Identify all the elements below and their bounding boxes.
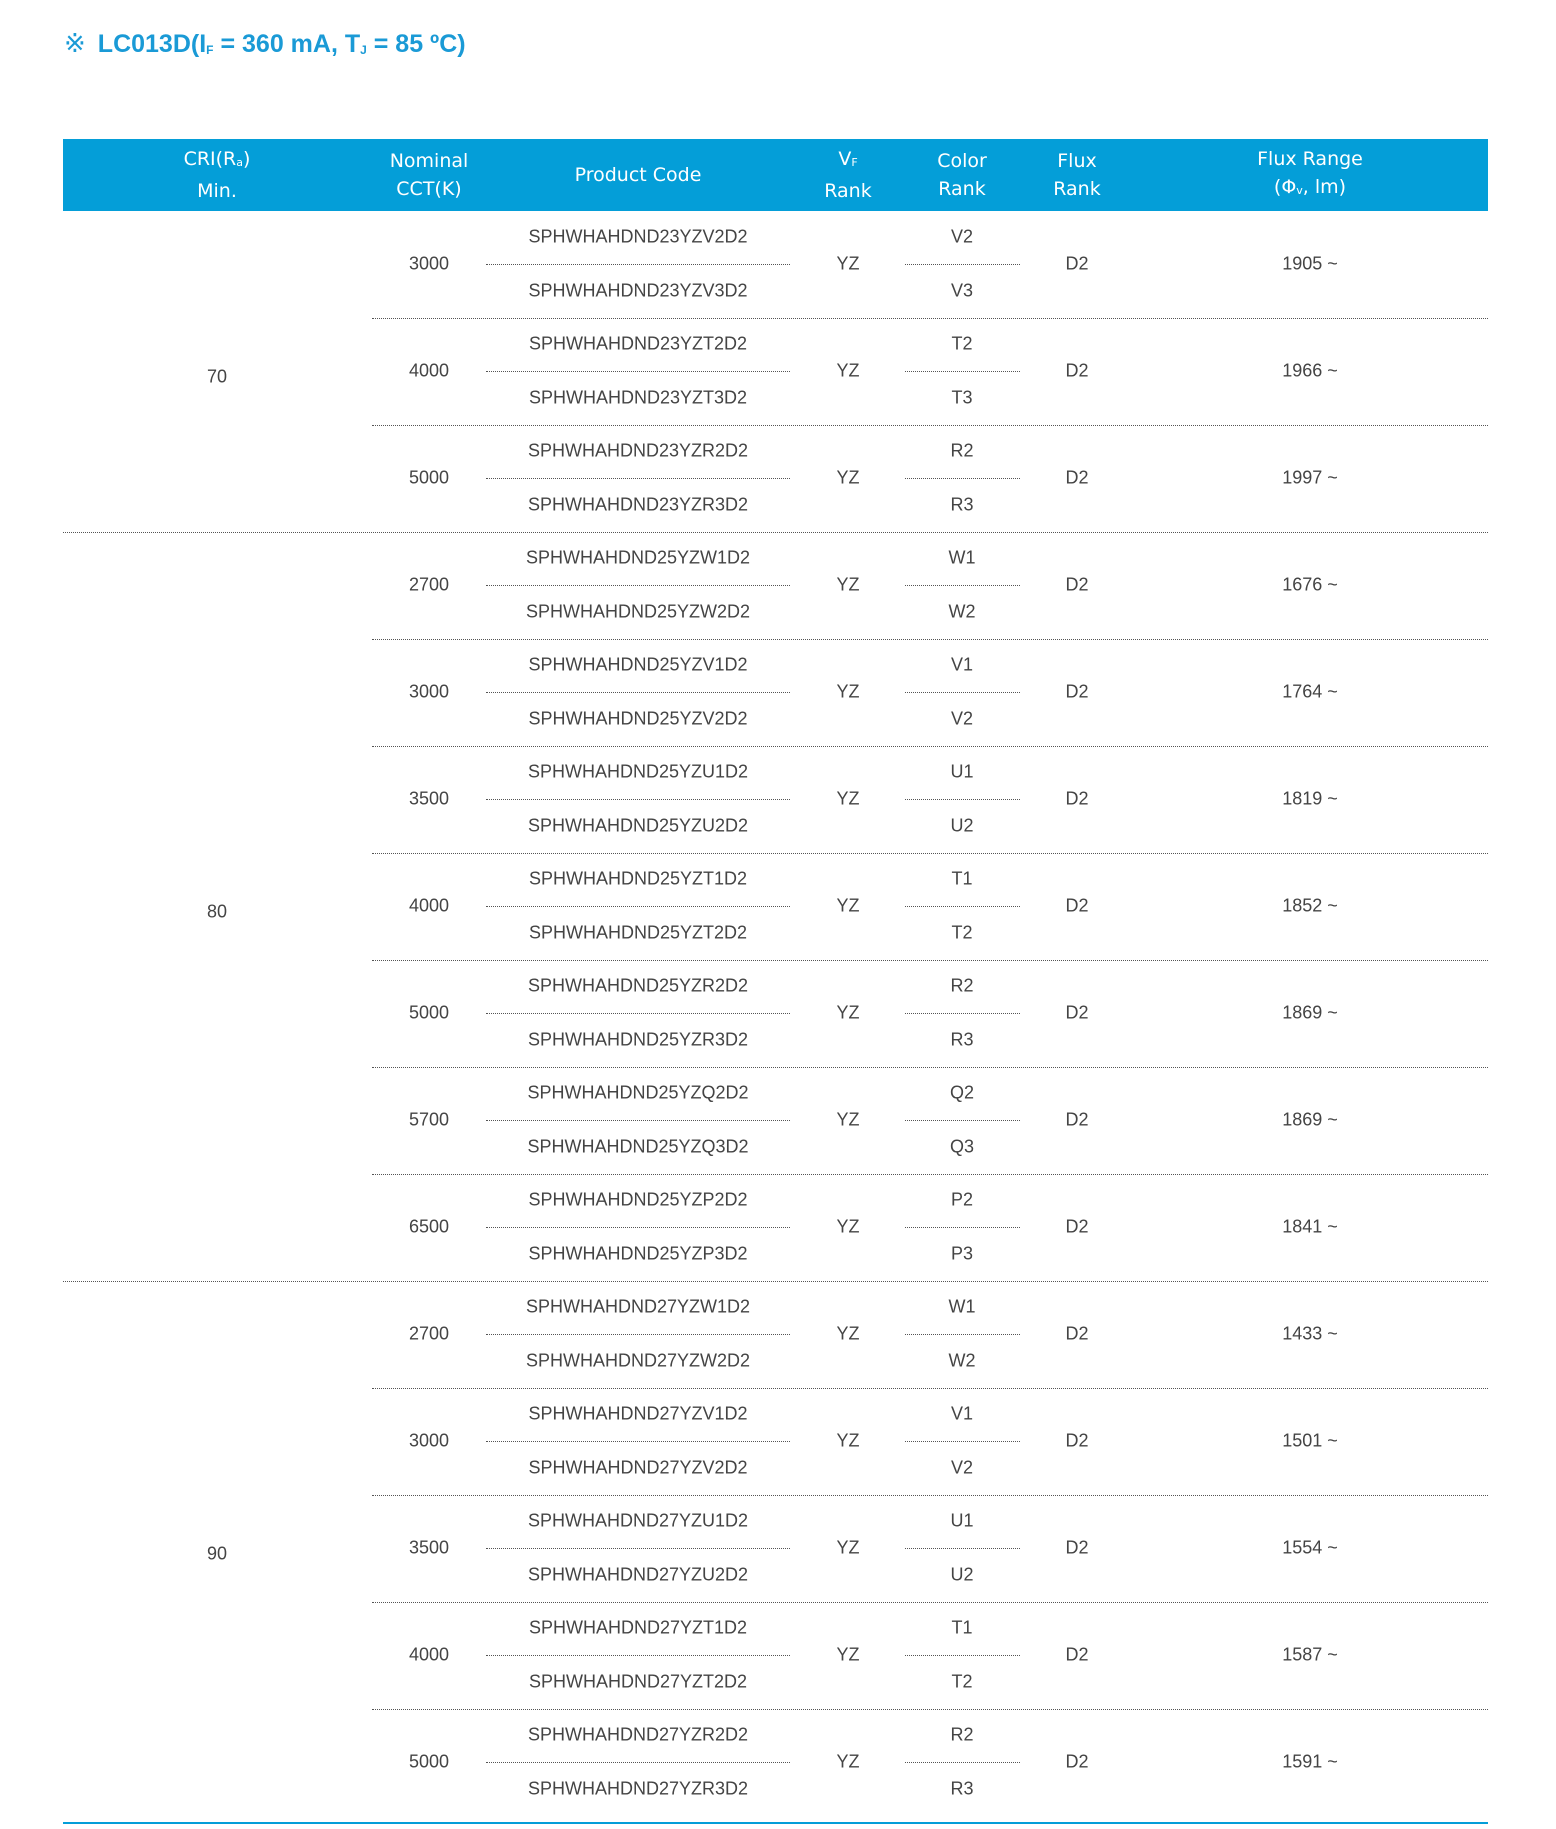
code-divider [486, 478, 790, 479]
product-code: SPHWHAHDND25YZW2D2 [525, 601, 751, 622]
color-rank-value: W1 [948, 547, 976, 568]
product-code: SPHWHAHDND27YZW1D2 [525, 1296, 751, 1317]
product-code: SPHWHAHDND25YZQ3D2 [527, 1136, 749, 1157]
color-rank-value: Q2 [949, 1082, 975, 1103]
product-code: SPHWHAHDND23YZR2D2 [527, 440, 749, 461]
flux-rank-value: D2 [1065, 467, 1089, 488]
flux-range-value: 1764 ~ [1282, 681, 1338, 702]
product-code: SPHWHAHDND27YZV1D2 [528, 1403, 748, 1424]
row-divider [372, 1709, 1488, 1710]
header-flux-range: Flux Range ($\Phi_v$, lm) [1257, 148, 1363, 198]
code-divider [486, 1655, 790, 1656]
code-divider [486, 1013, 790, 1014]
cct-value: 5000 [408, 1751, 450, 1772]
flux-rank-value: D2 [1065, 1216, 1089, 1237]
header-cct: Nominal CCT(K) [389, 150, 469, 200]
flux-rank-value: D2 [1065, 253, 1089, 274]
code-divider [486, 1227, 790, 1228]
row-divider [372, 960, 1488, 961]
product-code: SPHWHAHDND23YZT2D2 [528, 333, 748, 354]
color-rank-value: P3 [950, 1243, 974, 1264]
cct-value: 3500 [408, 788, 450, 809]
color-divider [905, 585, 1020, 586]
row-divider [372, 639, 1488, 640]
row-divider [372, 1174, 1488, 1175]
color-rank-value: U1 [950, 1510, 974, 1531]
header-flux-rank: Flux Rank [1053, 150, 1101, 200]
color-rank-value: T2 [951, 333, 973, 354]
row-divider [372, 1067, 1488, 1068]
color-divider [905, 692, 1020, 693]
cct-value: 3000 [408, 253, 450, 274]
product-code: SPHWHAHDND25YZP2D2 [528, 1189, 748, 1210]
code-divider [486, 371, 790, 372]
flux-range-value: 1433 ~ [1282, 1323, 1338, 1344]
product-code: SPHWHAHDND23YZT3D2 [528, 387, 748, 408]
vf-rank-value: YZ [836, 1430, 860, 1451]
row-divider [372, 318, 1488, 319]
color-rank-value: T1 [951, 868, 973, 889]
product-code: SPHWHAHDND27YZU2D2 [527, 1564, 749, 1585]
flux-range-value: 1501 ~ [1282, 1430, 1338, 1451]
flux-rank-value: D2 [1065, 1751, 1089, 1772]
row-divider [372, 1602, 1488, 1603]
color-rank-value: U1 [950, 761, 974, 782]
color-rank-value: V1 [950, 1403, 974, 1424]
color-rank-value: W2 [948, 1350, 976, 1371]
vf-rank-value: YZ [836, 1751, 860, 1772]
row-divider [372, 1495, 1488, 1496]
flux-rank-value: D2 [1065, 681, 1089, 702]
color-rank-value: V3 [950, 280, 974, 301]
cct-value: 4000 [408, 895, 450, 916]
cct-value: 5000 [408, 467, 450, 488]
color-rank-value: P2 [950, 1189, 974, 1210]
code-divider [486, 1548, 790, 1549]
code-divider [486, 799, 790, 800]
header-vf-rank: $V_F$ Rank [824, 148, 872, 202]
vf-rank-value: YZ [836, 681, 860, 702]
color-divider [905, 1227, 1020, 1228]
product-code: SPHWHAHDND25YZU1D2 [527, 761, 749, 782]
vf-rank-value: YZ [836, 1216, 860, 1237]
product-code: SPHWHAHDND25YZT1D2 [528, 868, 748, 889]
flux-range-value: 1966 ~ [1282, 360, 1338, 381]
color-divider [905, 1013, 1020, 1014]
flux-rank-value: D2 [1065, 1537, 1089, 1558]
color-divider [905, 371, 1020, 372]
product-code: SPHWHAHDND25YZV2D2 [528, 708, 748, 729]
product-code: SPHWHAHDND25YZR2D2 [527, 975, 749, 996]
product-code: SPHWHAHDND25YZR3D2 [527, 1029, 749, 1050]
color-divider [905, 264, 1020, 265]
product-code: SPHWHAHDND25YZQ2D2 [527, 1082, 749, 1103]
vf-rank-value: YZ [836, 253, 860, 274]
color-divider [905, 906, 1020, 907]
code-divider [486, 1441, 790, 1442]
color-rank-value: R3 [950, 1778, 974, 1799]
product-code: SPHWHAHDND23YZV2D2 [528, 226, 748, 247]
code-divider [486, 906, 790, 907]
row-divider [372, 853, 1488, 854]
product-code: SPHWHAHDND27YZU1D2 [527, 1510, 749, 1531]
color-rank-value: T1 [951, 1617, 973, 1638]
flux-rank-value: D2 [1065, 1109, 1089, 1130]
product-code: SPHWHAHDND27YZT2D2 [528, 1671, 748, 1692]
vf-rank-value: YZ [836, 1002, 860, 1023]
cct-value: 6500 [408, 1216, 450, 1237]
flux-range-value: 1819 ~ [1282, 788, 1338, 809]
header-cri: $CRI(R_a)$ Min. [183, 148, 251, 202]
color-divider [905, 1334, 1020, 1335]
product-code: SPHWHAHDND23YZR3D2 [527, 494, 749, 515]
group-divider [63, 1281, 1488, 1282]
color-divider [905, 1655, 1020, 1656]
product-code: SPHWHAHDND25YZU2D2 [527, 815, 749, 836]
flux-range-value: 1587 ~ [1282, 1644, 1338, 1665]
product-code: SPHWHAHDND27YZW2D2 [525, 1350, 751, 1371]
cct-value: 5700 [408, 1109, 450, 1130]
color-rank-value: R2 [950, 975, 974, 996]
code-divider [486, 264, 790, 265]
product-code: SPHWHAHDND25YZV1D2 [528, 654, 748, 675]
vf-rank-value: YZ [836, 1537, 860, 1558]
vf-rank-value: YZ [836, 467, 860, 488]
vf-rank-value: YZ [836, 574, 860, 595]
product-code: SPHWHAHDND25YZP3D2 [528, 1243, 748, 1264]
color-rank-value: W1 [948, 1296, 976, 1317]
cri-value: 80 [206, 901, 228, 921]
flux-range-value: 1852 ~ [1282, 895, 1338, 916]
header-color-rank: Color Rank [937, 150, 987, 200]
flux-rank-value: D2 [1065, 1644, 1089, 1665]
color-divider [905, 1762, 1020, 1763]
row-divider [372, 425, 1488, 426]
cct-value: 4000 [408, 360, 450, 381]
cct-value: 5000 [408, 1002, 450, 1023]
flux-range-value: 1676 ~ [1282, 574, 1338, 595]
color-rank-value: T2 [951, 922, 973, 943]
group-divider [63, 532, 1488, 533]
flux-rank-value: D2 [1065, 1430, 1089, 1451]
vf-rank-value: YZ [836, 1644, 860, 1665]
flux-range-value: 1841 ~ [1282, 1216, 1338, 1237]
color-rank-value: W2 [948, 601, 976, 622]
code-divider [486, 1334, 790, 1335]
code-divider [486, 585, 790, 586]
color-rank-value: V2 [950, 1457, 974, 1478]
color-divider [905, 1441, 1020, 1442]
flux-rank-value: D2 [1065, 1323, 1089, 1344]
product-code: SPHWHAHDND27YZR3D2 [527, 1778, 749, 1799]
flux-rank-value: D2 [1065, 788, 1089, 809]
row-divider [372, 746, 1488, 747]
flux-range-value: 1869 ~ [1282, 1002, 1338, 1023]
color-rank-value: Q3 [949, 1136, 975, 1157]
color-rank-value: U2 [950, 815, 974, 836]
cct-value: 2700 [408, 574, 450, 595]
flux-rank-value: D2 [1065, 1002, 1089, 1023]
color-rank-value: R2 [950, 440, 974, 461]
product-code: SPHWHAHDND25YZT2D2 [528, 922, 748, 943]
cri-value: 90 [206, 1543, 228, 1563]
flux-range-value: 1869 ~ [1282, 1109, 1338, 1130]
cct-value: 3000 [408, 681, 450, 702]
header-product-code: Product Code [574, 164, 702, 186]
vf-rank-value: YZ [836, 360, 860, 381]
code-divider [486, 1120, 790, 1121]
cri-value: 70 [206, 366, 228, 386]
vf-rank-value: YZ [836, 788, 860, 809]
color-rank-value: V2 [950, 708, 974, 729]
product-code: SPHWHAHDND27YZR2D2 [527, 1724, 749, 1745]
flux-rank-value: D2 [1065, 574, 1089, 595]
code-divider [486, 692, 790, 693]
table-bottom-rule [63, 1822, 1488, 1824]
color-rank-value: T3 [951, 387, 973, 408]
color-divider [905, 1548, 1020, 1549]
color-rank-value: R2 [950, 1724, 974, 1745]
product-code: SPHWHAHDND27YZV2D2 [528, 1457, 748, 1478]
color-rank-value: U2 [950, 1564, 974, 1585]
code-divider [486, 1762, 790, 1763]
flux-range-value: 1905 ~ [1282, 253, 1338, 274]
cct-value: 4000 [408, 1644, 450, 1665]
page-title: ※ $LC013D(I_F = 360$ mA, $T_J = 85$ ºC) [64, 28, 466, 58]
product-code: SPHWHAHDND27YZT1D2 [528, 1617, 748, 1638]
cct-value: 3500 [408, 1537, 450, 1558]
reference-mark-icon: ※ [64, 28, 86, 58]
flux-rank-value: D2 [1065, 895, 1089, 916]
color-divider [905, 799, 1020, 800]
row-divider [372, 1388, 1488, 1389]
product-code: SPHWHAHDND23YZV3D2 [528, 280, 748, 301]
vf-rank-value: YZ [836, 895, 860, 916]
flux-range-value: 1554 ~ [1282, 1537, 1338, 1558]
flux-rank-value: D2 [1065, 360, 1089, 381]
color-divider [905, 1120, 1020, 1121]
cct-value: 3000 [408, 1430, 450, 1451]
color-rank-value: R3 [950, 1029, 974, 1050]
flux-range-value: 1997 ~ [1282, 467, 1338, 488]
color-rank-value: V1 [950, 654, 974, 675]
cct-value: 2700 [408, 1323, 450, 1344]
color-rank-value: R3 [950, 494, 974, 515]
flux-range-value: 1591 ~ [1282, 1751, 1338, 1772]
color-rank-value: V2 [950, 226, 974, 247]
color-divider [905, 478, 1020, 479]
color-rank-value: T2 [951, 1671, 973, 1692]
vf-rank-value: YZ [836, 1323, 860, 1344]
product-code: SPHWHAHDND25YZW1D2 [525, 547, 751, 568]
vf-rank-value: YZ [836, 1109, 860, 1130]
